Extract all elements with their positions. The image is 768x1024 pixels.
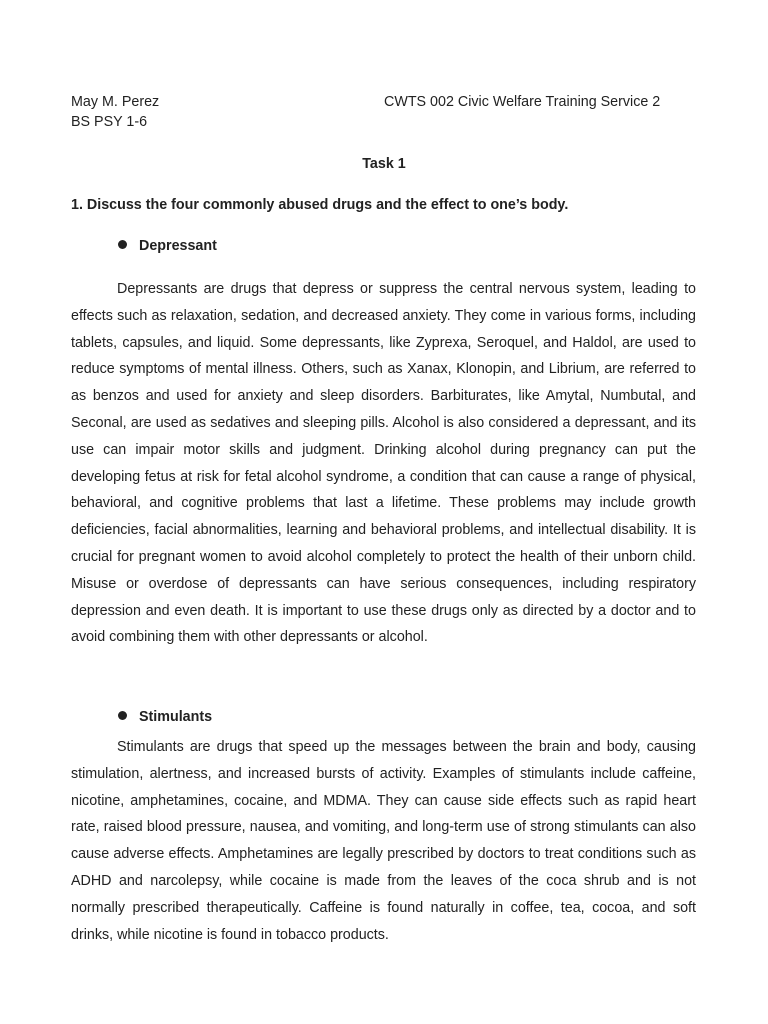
section-heading-depressant [118,236,217,256]
author-block [71,92,159,132]
bullet-icon [118,711,127,720]
author-name: May M. Perez [71,94,160,110]
course-title: CWTS 002 Civic Welfare Training Service 2 [384,94,661,110]
question-text: 1. Discuss the four commonly abused drugs and the effect to one’s body. [71,197,569,213]
section-heading-label: Stimulants [139,709,213,725]
task-title: Task 1 [362,156,406,172]
section-heading-label: Depressant [139,238,217,254]
bullet-icon [118,240,127,249]
author-program: BS PSY 1-6 [71,114,148,130]
section-heading-stimulants [118,707,212,727]
section-body-stimulants: Stimulants are drugs that speed up the messages between the brain and body, causing stimulation, alertness, and increased bursts of activity. Examples of stimulants include caffeine, nicotine, amphetamines, cocaine, and MDMA. They can cause side effects such as rapid heart rate, raised blood pressure, nausea, and vomiting, and long-term use of strong stimulants can also cause adverse effects. Amphetamines are legally prescribed by doctors to treat conditions such as ADHD and narcolepsy, while cocaine is made from the leaves of the coca shrub and is not normally prescribed therapeutically. Caffeine is found naturally in coffee, tea, cocoa, and soft drinks, while nicotine is found in tobacco products. [71,739,696,943]
section-body-depressant: Depressants are drugs that depress or suppress the central nervous system, leading to effects such as relaxation, sedation, and decreased anxiety. They come in various forms, including tablets, capsules, and liquid. Some depressants, like Zyprexa, Seroquel, and Haldol, are used to reduce symptoms of mental illness. Others, such as Xanax, Klonopin, and Librium, are referred to as benzos and used for anxiety and sleep disorders. Barbiturates, like Amytal, Numbutal, and Seconal, are used as sedatives and sleeping pills. Alcohol is also considered a depressant, and its use can impair motor skills and judgment. Drinking alcohol during pregnancy can put the developing fetus at risk for fetal alcohol syndrome, a condition that can cause a range of physical, behavioral, and cognitive problems that last a lifetime. These problems may include growth deficiencies, facial abnormalities, learning and behavioral problems, and intellectual disability. It is crucial for pregnant women to avoid alcohol completely to protect the health of their unborn child. Misuse or overdose of depressants can have serious consequences, including respiratory depression and even death. It is important to use these drugs only as directed by a doctor and to avoid combining them with other depressants or alcohol. [71,281,696,646]
